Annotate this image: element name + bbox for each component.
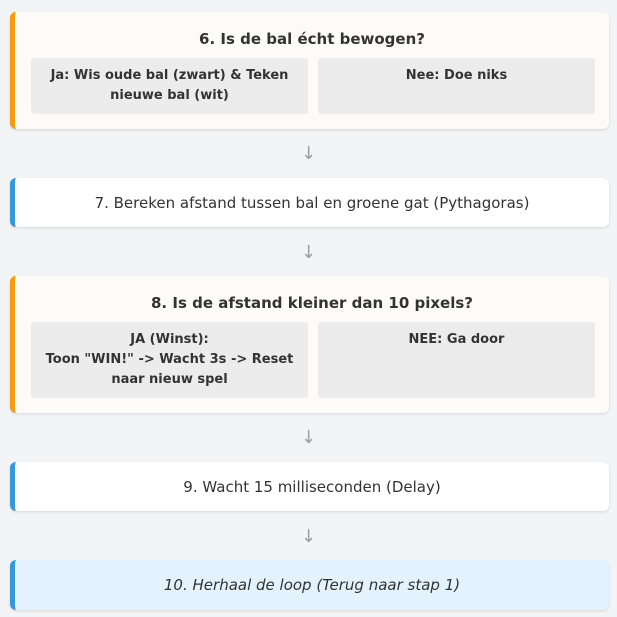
flow-arrow-icon: ↓ [300, 427, 317, 448]
step-8-no-option: NEE: Ga door [318, 322, 595, 398]
flow-arrow-icon: ↓ [300, 143, 317, 164]
step-10-loop-card [10, 560, 609, 610]
step-7-process-card [10, 178, 609, 227]
flow-arrow-icon: ↓ [300, 526, 317, 547]
step-9-process-card [10, 462, 609, 511]
step-8-decision-card [10, 276, 609, 413]
step-6-question: 6. Is de bal écht bewogen? [199, 30, 425, 48]
step-9-text: 9. Wacht 15 milliseconden (Delay) [183, 477, 441, 496]
flow-arrow-icon: ↓ [300, 242, 317, 263]
step-10-text: 10. Herhaal de loop (Terug naar stap 1) [163, 576, 461, 594]
step-8-yes-option: JA (Winst): Toon "WIN!" -> Wacht 3s -> Reset naar nieuw spel [31, 322, 308, 398]
step-6-no-option: Nee: Doe niks [318, 58, 595, 114]
step-6-yes-option: Ja: Wis oude bal (zwart) & Teken nieuwe bal (wit) [31, 58, 308, 114]
step-7-text: 7. Bereken afstand tussen bal en groene gat (Pythagoras) [94, 193, 530, 212]
step-8-question: 8. Is de afstand kleiner dan 10 pixels? [151, 294, 473, 312]
step-6-decision-card [10, 12, 609, 129]
